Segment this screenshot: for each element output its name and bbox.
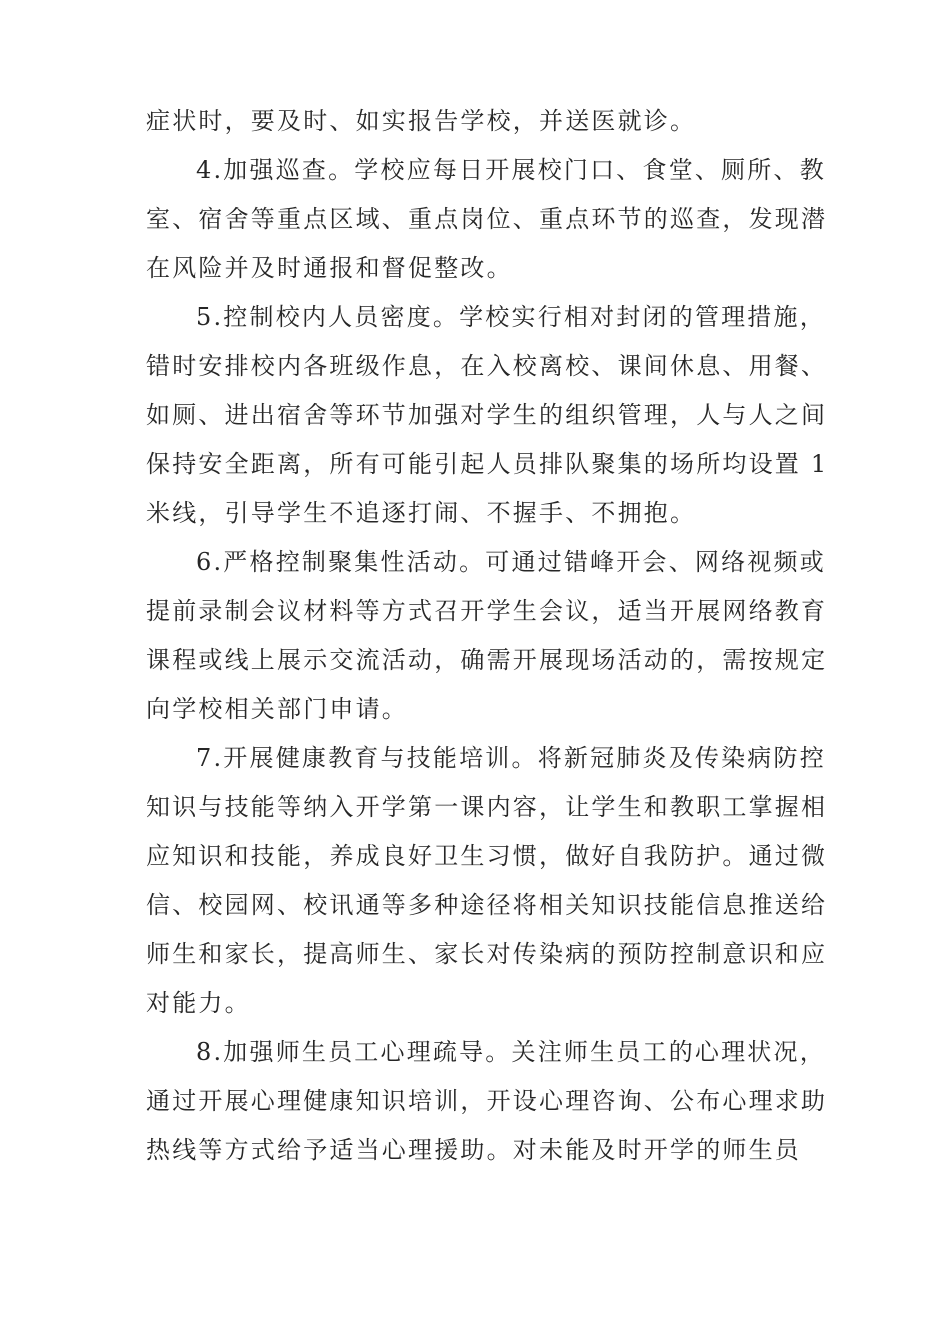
text-line: 米线，引导学生不追逐打闹、不握手、不拥抱。 xyxy=(146,499,697,527)
text-line: 4.加强巡查。学校应每日开展校门口、食堂、厕所、教 xyxy=(196,156,826,184)
text-line: 7.开展健康教育与技能培训。将新冠肺炎及传染病防控 xyxy=(196,744,826,772)
text-line: 热线等方式给予适当心理援助。对未能及时开学的师生员 xyxy=(146,1136,801,1164)
text-line: 保持安全距离，所有可能引起人员排队聚集的场所均设置 1 xyxy=(146,450,829,478)
text-line: 知识与技能等纳入开学第一课内容，让学生和教职工掌握相 xyxy=(146,793,828,821)
text-line: 错时安排校内各班级作息，在入校离校、课间休息、用餐、 xyxy=(146,352,828,380)
text-line: 应知识和技能，养成良好卫生习惯，做好自我防护。通过微 xyxy=(146,842,828,870)
document-body xyxy=(146,97,829,1175)
text-line: 症状时，要及时、如实报告学校，并送医就诊。 xyxy=(146,107,697,135)
text-line: 提前录制会议材料等方式召开学生会议，适当开展网络教育 xyxy=(146,597,828,625)
text-line: 师生和家长，提高师生、家长对传染病的预防控制意识和应 xyxy=(146,940,828,968)
text-line: 对能力。 xyxy=(146,989,251,1017)
text-line: 向学校相关部门申请。 xyxy=(146,695,408,723)
text-line: 如厕、进出宿舍等环节加强对学生的组织管理，人与人之间 xyxy=(146,401,828,429)
text-line: 信、校园网、校讯通等多种途径将相关知识技能信息推送给 xyxy=(146,891,828,919)
text-line: 6.严格控制聚集性活动。可通过错峰开会、网络视频或 xyxy=(196,548,826,576)
text-line: 课程或线上展示交流活动，确需开展现场活动的，需按规定 xyxy=(146,646,828,674)
text-line: 在风险并及时通报和督促整改。 xyxy=(146,254,513,282)
text-line: 通过开展心理健康知识培训，开设心理咨询、公布心理求助 xyxy=(146,1087,828,1115)
text-line: 5.控制校内人员密度。学校实行相对封闭的管理措施， xyxy=(196,303,826,331)
text-line: 8.加强师生员工心理疏导。关注师生员工的心理状况， xyxy=(196,1038,826,1066)
text-line: 室、宿舍等重点区域、重点岗位、重点环节的巡查，发现潜 xyxy=(146,205,828,233)
